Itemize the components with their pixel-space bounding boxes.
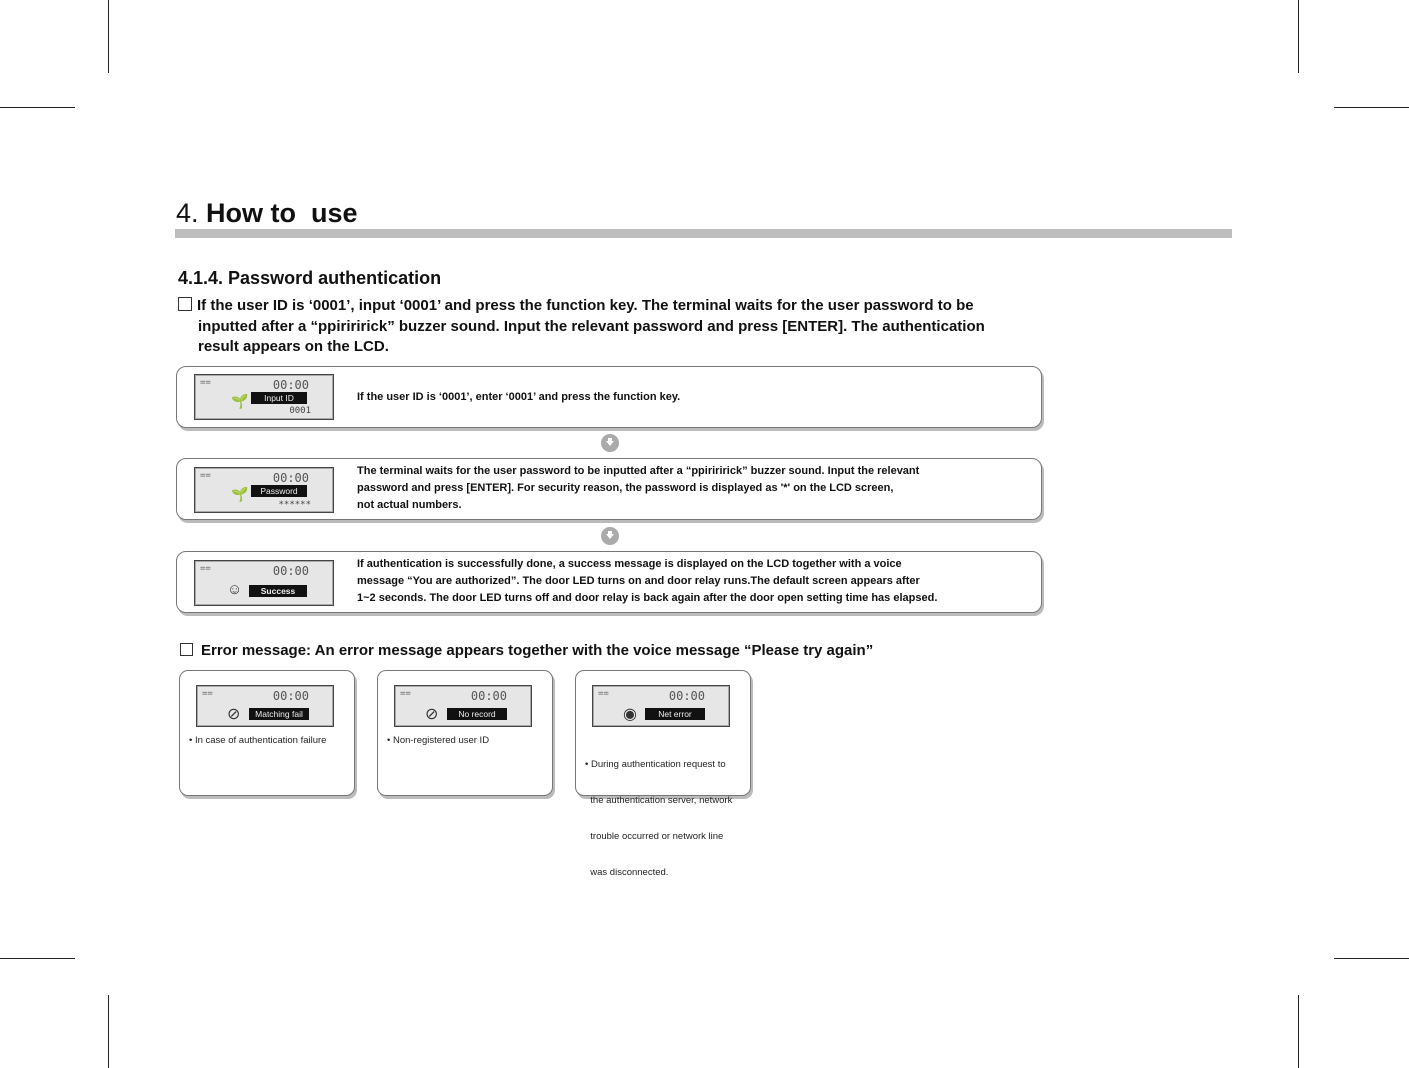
lcd-label: No record [447,708,507,720]
lcd-status: == [200,471,211,481]
lcd-label: Success [249,585,307,597]
lcd-screen [592,685,730,727]
checkbox-square-icon [180,643,193,656]
error-line: • Non-registered user ID [387,735,490,746]
step-line: message “You are authorized”. The door LED turns on and door relay runs.The default screen appears after [357,575,920,587]
arrow-down-icon [601,434,619,452]
lcd-status: == [400,689,411,699]
step-line: If authentication is successfully done, a success message is displayed on the LCD together with a voice [357,558,902,570]
chapter-title: How to use [206,198,358,228]
error-line: the authentication server, network [585,795,733,806]
plant-icon: 🌱 [231,486,249,502]
chapter-heading [176,198,358,229]
lcd-label: Input ID [251,392,307,404]
crop-mark [0,958,75,959]
lcd-time: 00:00 [470,689,507,703]
step-line: not actual numbers. [357,499,462,511]
lcd-status: == [598,689,609,699]
chapter-number: 4. [176,198,199,228]
arrow-down-icon [601,527,619,545]
section-title: 4.1.4. Password authentication [178,268,442,288]
error-description [585,735,732,903]
error-heading-text: Error message: An error message appears together with the voice message “Please try again” [201,642,874,659]
step-line: password and press [ENTER]. For security reason, the password is displayed as '*' on the LCD screen, [357,482,894,494]
error-line: • In case of authentication failure [189,735,327,746]
crop-mark [0,107,75,108]
lcd-status: == [200,378,211,388]
lcd-screen [194,560,334,606]
lcd-screen [196,685,334,727]
crop-mark [1334,107,1409,108]
error-heading [180,642,873,659]
intro-line: If the user ID is ‘0001’, input ‘0001’ and press the function key. The terminal waits for the user password to be [197,297,974,314]
lcd-status: == [200,564,211,574]
network-error-icon: ◉ [623,706,637,723]
checkbox-square-icon [178,297,192,311]
step-card [176,366,1042,428]
lcd-label: Net error [645,708,705,720]
lcd-time: 00:00 [272,564,309,578]
step-description [357,389,680,406]
lcd-time: 00:00 [272,378,309,392]
crop-mark [1298,995,1299,1068]
intro-line: inputted after a “ppiriririck” buzzer sound. Input the relevant password and press [ENTER]. The authentication [198,317,985,335]
error-card [575,670,751,878]
no-fingerprint-icon: ⊘ [425,706,439,723]
error-description [189,735,326,747]
crop-mark [108,995,109,1068]
intro-paragraph [178,296,1038,358]
intro-line: result appears on the LCD. [198,338,389,355]
lcd-screen [194,374,334,420]
no-fingerprint-icon: ⊘ [227,706,241,723]
error-line: was disconnected. [585,867,669,878]
lcd-label: Matching fail [249,708,309,720]
step-description [357,556,937,607]
step-line: The terminal waits for the user password to be inputted after a “ppiriririck” buzzer sound. Input the relevant [357,465,920,477]
crop-mark [1298,0,1299,73]
step-line: 1~2 seconds. The door LED turns off and door relay is back again after the door open setting time has elapsed. [357,592,938,604]
lcd-time: 00:00 [668,689,705,703]
lcd-screen [394,685,532,727]
error-description [387,735,489,747]
error-card [377,670,553,796]
lcd-time: 00:00 [272,471,309,485]
lcd-status: == [202,689,213,699]
chapter-rule [175,229,1232,238]
lcd-screen [194,467,334,513]
error-line: • During authentication request to [585,759,726,770]
lcd-time: 00:00 [272,689,309,703]
plant-icon: 🌱 [231,393,249,409]
lcd-value: 0001 [289,406,311,416]
step-card [176,551,1042,613]
step-description [357,463,919,514]
error-line: trouble occurred or network line [585,831,724,842]
smiley-icon: ☺ [227,581,243,598]
crop-mark [1334,958,1409,959]
lcd-value: ****** [278,500,311,510]
lcd-label: Password [251,485,307,497]
crop-mark [108,0,109,73]
step-line: If the user ID is ‘0001’, enter ‘0001’ and press the function key. [357,391,681,403]
error-card [179,670,355,796]
step-card [176,458,1042,520]
